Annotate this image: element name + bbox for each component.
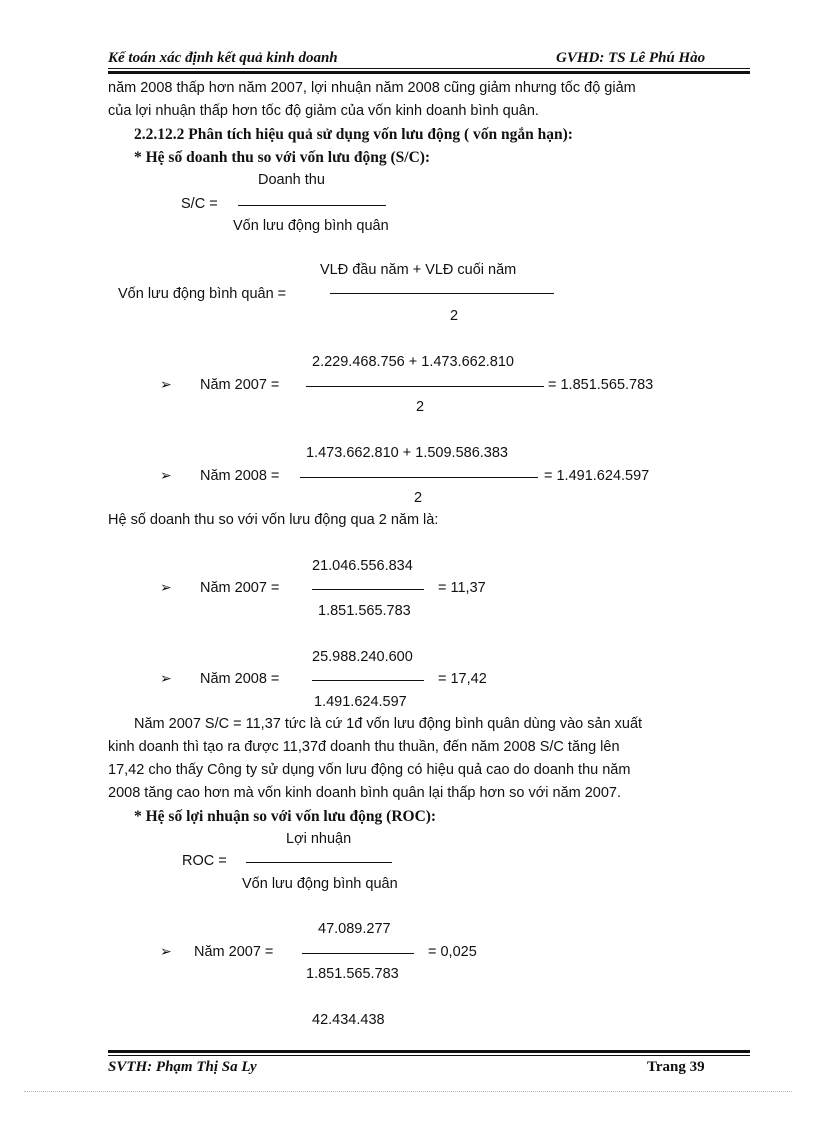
header-title: Kế toán xác định kết quả kinh doanh bbox=[108, 50, 338, 66]
sc-title: * Hệ số doanh thu so với vốn lưu động (S/C): bbox=[134, 149, 431, 166]
avg-formula-numerator: VLĐ đầu năm + VLĐ cuối năm bbox=[320, 262, 517, 278]
sc-2008-bar bbox=[312, 680, 424, 681]
arrow-bullet-icon: ➢ bbox=[160, 377, 172, 393]
sc-2007-denominator: 1.851.565.783 bbox=[318, 603, 411, 619]
footer-rule-thick bbox=[108, 1050, 750, 1053]
sc-2008-denominator: 1.491.624.597 bbox=[314, 694, 407, 710]
avg-2007-result: = 1.851.565.783 bbox=[548, 377, 654, 393]
avg-2008-denominator: 2 bbox=[414, 490, 423, 506]
sc-2008-label: Năm 2008 = bbox=[200, 671, 280, 687]
footer-author: SVTH: Phạm Thị Sa Ly bbox=[108, 1059, 257, 1075]
sc-2008-result: = 17,42 bbox=[438, 671, 487, 687]
roc-formula-denominator: Vốn lưu động bình quân bbox=[242, 876, 398, 892]
avg-2008-result: = 1.491.624.597 bbox=[544, 468, 650, 484]
avg-2007-label: Năm 2007 = bbox=[200, 377, 280, 393]
arrow-bullet-icon: ➢ bbox=[160, 944, 172, 960]
sc-2007-bar bbox=[312, 589, 424, 590]
sc-2008-numerator: 25.988.240.600 bbox=[312, 649, 413, 665]
sc-analysis-line-4: 2008 tăng cao hơn mà vốn kinh doanh bình quân lại thấp hơn so với năm 2007. bbox=[108, 785, 622, 801]
sc-2007-result: = 11,37 bbox=[438, 580, 486, 596]
header-rule-thin bbox=[108, 68, 750, 69]
avg-formula-denominator: 2 bbox=[450, 308, 459, 324]
roc-formula-bar bbox=[246, 862, 392, 863]
arrow-bullet-icon: ➢ bbox=[160, 671, 172, 687]
section-title: 2.2.12.2 Phân tích hiệu quả sử dụng vốn lưu động ( vốn ngắn hạn): bbox=[134, 126, 573, 143]
roc-2007-result: = 0,025 bbox=[428, 944, 477, 960]
roc-2007-numerator: 47.089.277 bbox=[318, 921, 391, 937]
sc-formula-numerator: Doanh thu bbox=[258, 172, 325, 188]
intro-line-1: năm 2008 thấp hơn năm 2007, lợi nhuận năm 2008 cũng giảm nhưng tốc độ giảm bbox=[108, 80, 636, 96]
avg-formula-bar bbox=[330, 293, 554, 294]
roc-formula-numerator: Lợi nhuận bbox=[286, 831, 352, 847]
footer-rule-thin bbox=[108, 1055, 750, 1056]
avg-2007-numerator: 2.229.468.756 + 1.473.662.810 bbox=[312, 354, 514, 370]
avg-2007-bar bbox=[306, 386, 544, 387]
avg-formula-lhs: Vốn lưu động bình quân = bbox=[118, 286, 287, 302]
header-rule-thick bbox=[108, 71, 750, 74]
avg-2008-label: Năm 2008 = bbox=[200, 468, 280, 484]
arrow-bullet-icon: ➢ bbox=[160, 468, 172, 484]
roc-2007-denominator: 1.851.565.783 bbox=[306, 966, 399, 982]
roc-title: * Hệ số lợi nhuận so với vốn lưu động (ROC): bbox=[134, 808, 437, 825]
header-advisor: GVHD: TS Lê Phú Hào bbox=[556, 50, 706, 66]
sc-formula-bar bbox=[238, 205, 386, 206]
roc-2007-label: Năm 2007 = bbox=[194, 944, 274, 960]
intro-line-2: của lợi nhuận thấp hơn tốc độ giảm của vốn kinh doanh bình quân. bbox=[108, 103, 539, 119]
avg-2008-numerator: 1.473.662.810 + 1.509.586.383 bbox=[306, 445, 508, 461]
sc-intro: Hệ số doanh thu so với vốn lưu động qua 2 năm là: bbox=[108, 512, 439, 528]
avg-2007-denominator: 2 bbox=[416, 399, 425, 415]
arrow-bullet-icon: ➢ bbox=[160, 580, 172, 596]
sc-2007-numerator: 21.046.556.834 bbox=[312, 558, 413, 574]
roc-2008-numerator: 42.434.438 bbox=[312, 1012, 385, 1028]
sc-analysis-line-3: 17,42 cho thấy Công ty sử dụng vốn lưu động có hiệu quả cao do doanh thu năm bbox=[108, 762, 631, 778]
footer-page-number: Trang 39 bbox=[647, 1059, 705, 1075]
sc-analysis-line-1: Năm 2007 S/C = 11,37 tức là cứ 1đ vốn lưu động bình quân dùng vào sản xuất bbox=[134, 716, 643, 732]
sc-formula-lhs: S/C = bbox=[181, 196, 218, 212]
sc-analysis-line-2: kinh doanh thì tạo ra được 11,37đ doanh thu thuần, đến năm 2008 S/C tăng lên bbox=[108, 739, 620, 755]
avg-2008-bar bbox=[300, 477, 538, 478]
roc-formula-lhs: ROC = bbox=[182, 853, 227, 869]
sc-formula-denominator: Vốn lưu động bình quân bbox=[233, 218, 389, 234]
sc-2007-label: Năm 2007 = bbox=[200, 580, 280, 596]
page-edge-dots bbox=[24, 1091, 792, 1092]
roc-2007-bar bbox=[302, 953, 414, 954]
